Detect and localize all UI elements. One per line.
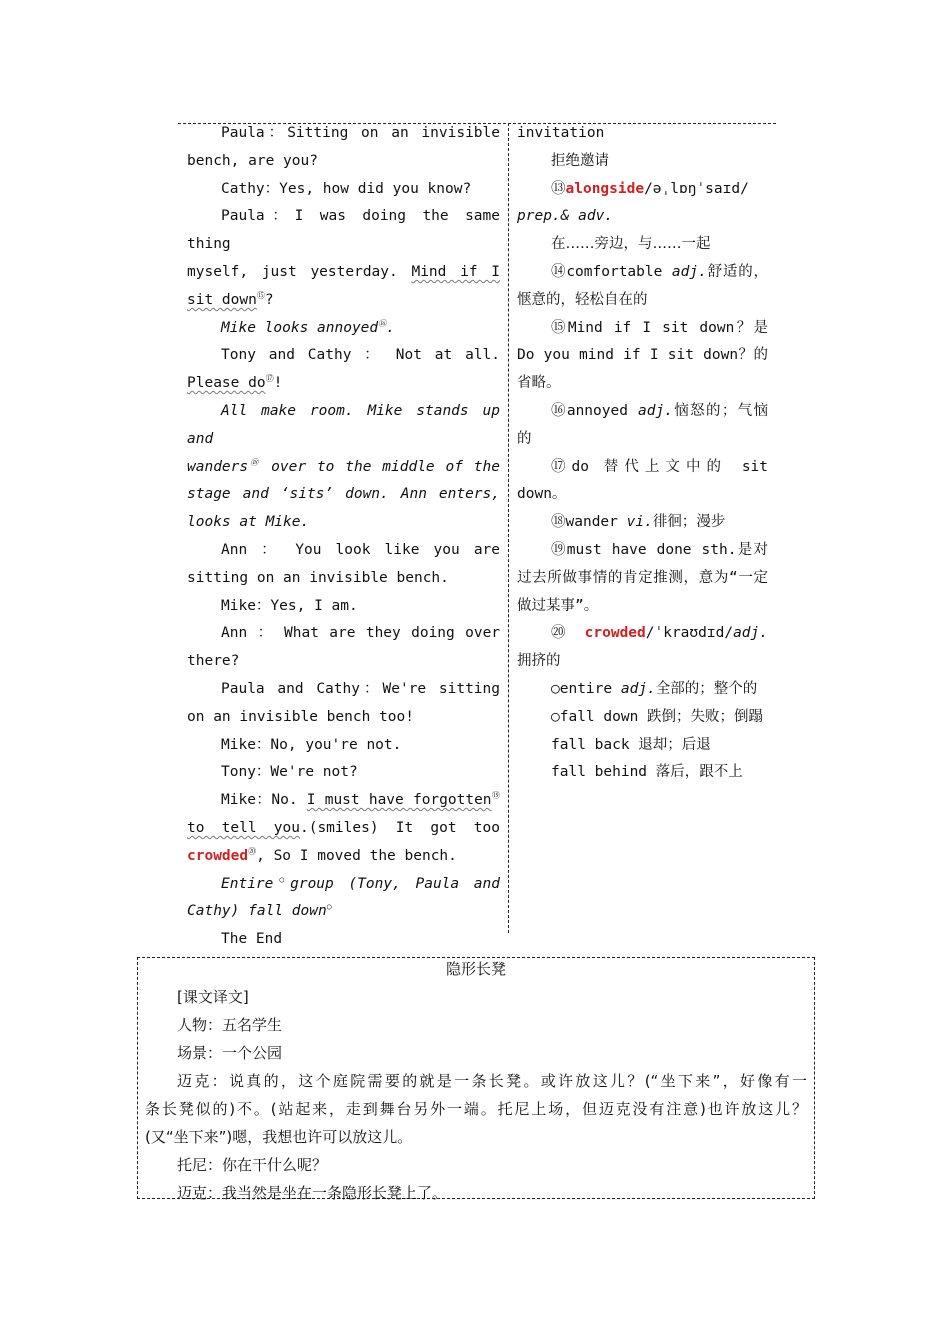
annotated-phrase: Mind if I sit down	[187, 263, 500, 308]
note-item: ⑬alongside/əˌlɒŋˈsaɪd/ prep.& adv.	[517, 180, 749, 225]
dialogue-line: Mike：Yes, I am.	[221, 597, 358, 614]
stage-direction: All make room. Mike stands up and	[187, 402, 500, 447]
dialogue-line: Mike：No. I must have forgotten⑲ to tell you.(smiles) It got too crowded⑳, So I moved the bench.	[187, 791, 501, 864]
note-item: ⑰do 替代上文中的 sit down。	[517, 458, 769, 503]
note-item: ⑲must have done sth.是对过去所做事情的肯定推测，意为“一定做过某事”。	[517, 541, 769, 614]
note-line: 在……旁边，与……一起	[551, 236, 711, 253]
translation-line: 场景：一个公园	[177, 1044, 283, 1062]
translation-line: 迈克：我当然是坐在一条隐形长凳上了。	[177, 1184, 448, 1202]
dialogue-line: Ann ： You look like you are sitting on an invisible bench.	[187, 541, 501, 586]
note-line: fall back 退却；后退	[551, 736, 711, 753]
dialogue-line-cont: bench, are you?	[187, 152, 318, 169]
note-line: fall behind 落后，跟不上	[551, 764, 743, 781]
highlighted-word: crowded	[187, 847, 249, 864]
translation-line: (又“坐下来”)嗯，我想也许可以放这儿。	[145, 1128, 413, 1146]
note-item: ⑳crowded/ˈkraʊdɪd/adj. 拥挤的	[517, 625, 768, 670]
note-item: ⑭comfortable adj.舒适的，惬意的，轻松自在的	[517, 263, 769, 308]
note-line: 拒绝邀请	[551, 152, 609, 169]
notes-column	[517, 120, 768, 787]
dialogue-line: Paula and Cathy：We're sitting on an invisible bench too!	[187, 680, 500, 725]
dialogue-line: Paula：I was doing the same thing	[187, 208, 500, 253]
dialogue-line: Tony：We're not?	[221, 764, 358, 781]
translation-text	[145, 955, 807, 1207]
note-item: ⑯annoyed adj.恼怒的；气恼的	[517, 402, 769, 447]
annotated-phrase: to tell you	[187, 819, 300, 836]
dialogue-line: Mike：No, you're not.	[221, 736, 402, 753]
translation-title: 隐形长凳	[445, 960, 506, 978]
dialogue-line: Tony and Cathy ： Not at all. Please do⑰!	[187, 347, 501, 392]
highlighted-word: crowded	[584, 625, 646, 642]
note-line: invitation	[517, 125, 605, 141]
stage-direction: Mike looks annoyed⑯.	[221, 318, 395, 336]
stage-direction: Entire○group (Tony, Paula and Cathy) fall down○	[187, 874, 500, 920]
translation-line: [课文译文]	[177, 988, 249, 1006]
translation-line: 人物：五名学生	[177, 1016, 283, 1034]
dialogue-line-cont: myself, just yesterday. Mind if I sit down⑮?	[187, 263, 500, 308]
play-ending: The End	[221, 931, 283, 948]
stage-direction-cont: wanders⑱ over to the middle of the stage and ‘sits’ down. Ann enters, looks at Mike.	[187, 457, 500, 531]
annotated-phrase: I must have forgotten	[306, 792, 492, 809]
highlighted-word: alongside	[565, 180, 645, 197]
note-item: ○entire adj.全部的；整个的	[551, 680, 758, 697]
dialogue-line: Ann ： What are they doing over there?	[187, 625, 501, 670]
dialogue-line: Paula：Sitting on an invisible	[221, 125, 500, 141]
dialogue-line: Cathy：Yes, how did you know?	[221, 180, 472, 197]
note-item: ⑱wander vi.徘徊；漫步	[551, 514, 726, 531]
annotated-phrase: Please do	[187, 375, 266, 392]
translation-line: 迈克：说真的，这个庭院需要的就是一条长凳。或许放这儿？(“坐下来”，好像有一	[177, 1072, 807, 1090]
dialogue-column	[187, 120, 500, 954]
column-divider-line	[508, 123, 509, 933]
translation-line: 条长凳似的)不。(站起来，走到舞台另外一端。托尼上场，但迈克没有注意)也许放这儿？	[145, 1100, 807, 1118]
note-item: ⑮Mind if I sit down？是 Do you mind if I sit down？的省略。	[517, 319, 769, 392]
translation-line: 托尼：你在干什么呢？	[177, 1156, 328, 1174]
note-item: ○fall down 跌倒；失败；倒蹋	[551, 708, 764, 725]
